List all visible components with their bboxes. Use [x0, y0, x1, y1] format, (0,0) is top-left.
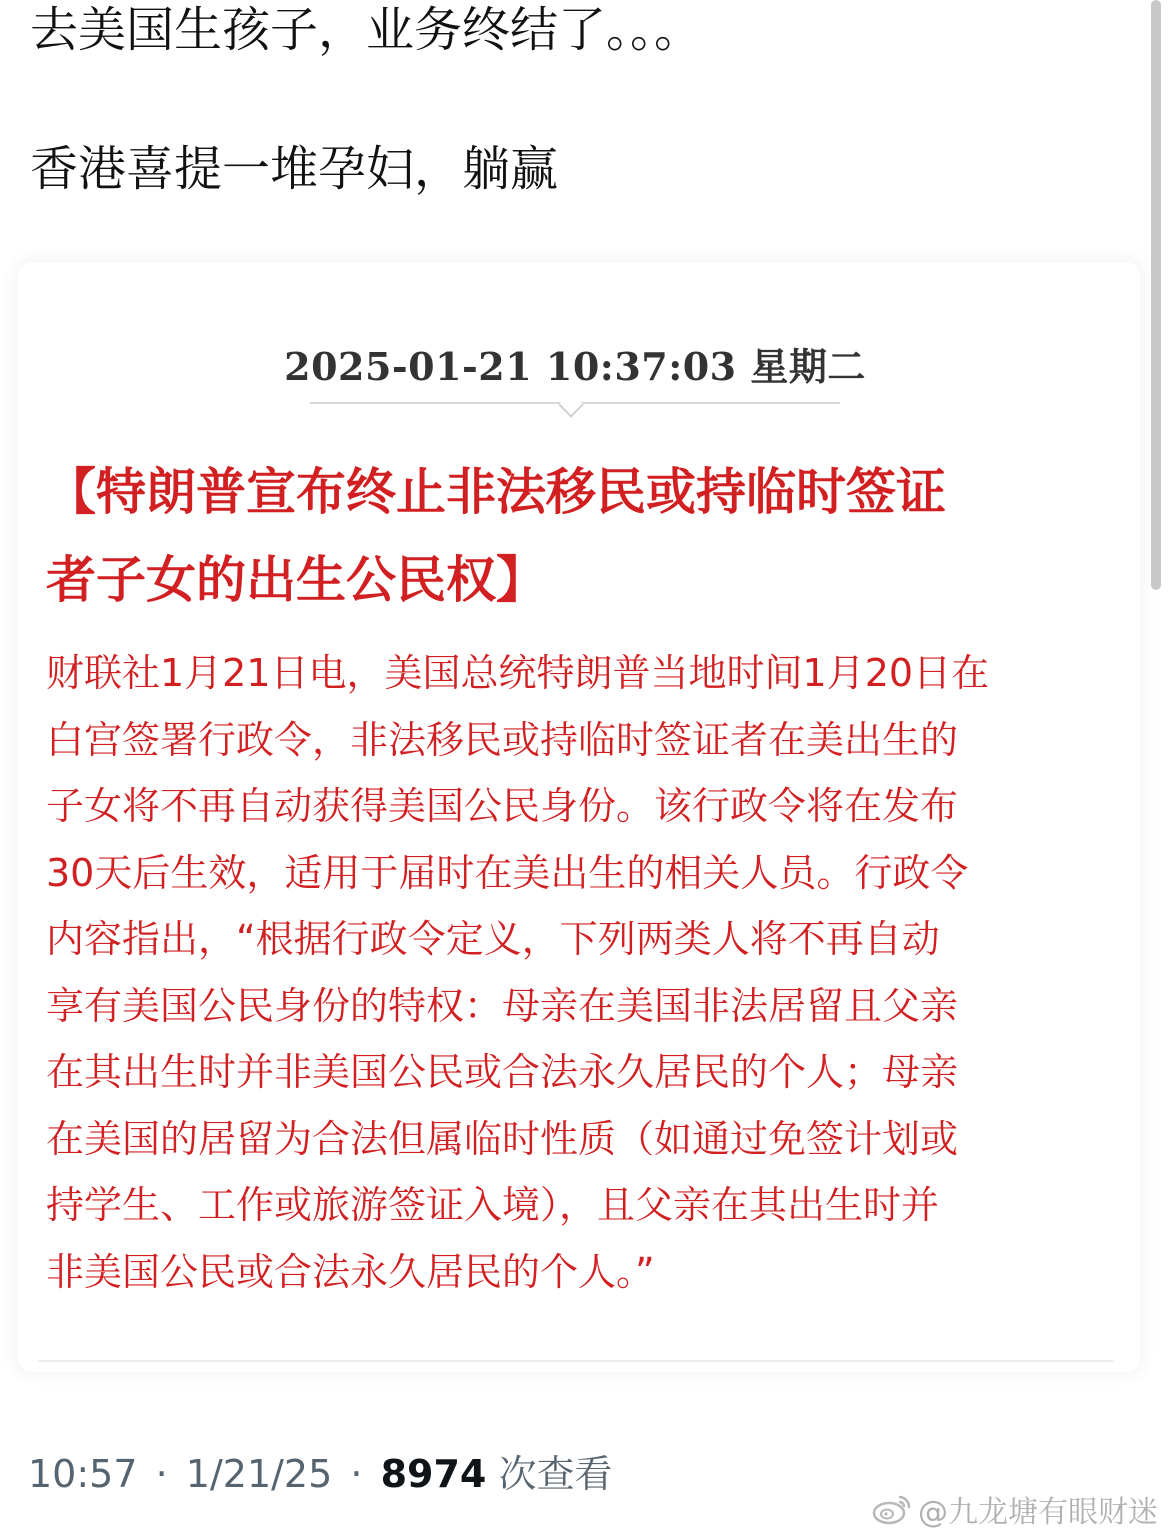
- body-line: 内容指出，“根据行政令定义，下列两类人将不再自动: [46, 917, 940, 961]
- body-line: 财联社1月21日电，美国总统特朗普当地时间1月20日在: [46, 651, 990, 695]
- post-date[interactable]: 1/21/25: [185, 1452, 333, 1496]
- weibo-icon: [872, 1493, 912, 1525]
- headline-line-2: 者子女的出生公民权】: [46, 550, 546, 609]
- body-line: 非美国公民或合法永久居民的个人。”: [46, 1249, 655, 1294]
- body-line: 30天后生效，适用于届时在美出生的相关人员。行政令: [46, 850, 969, 895]
- post-time[interactable]: 10:57: [28, 1452, 138, 1496]
- scrollbar[interactable]: [1151, 0, 1161, 590]
- body-line: 享有美国公民身份的特权：母亲在美国非法居留且父亲: [46, 983, 959, 1028]
- watermark: [872, 1487, 1158, 1531]
- headline-line-1: 【特朗普宣布终止非法移民或持临时签证: [46, 462, 946, 521]
- body-line: 子女将不再自动获得美国公民身份。该行政令将在发布: [46, 784, 959, 828]
- card-bottom-divider: [38, 1360, 1113, 1362]
- body-line: 在美国的居留为合法但属临时性质（如通过免签计划或: [46, 1116, 959, 1161]
- news-body: [46, 640, 1116, 1305]
- post-text-line-2: 香港喜提一堆孕妇，躺赢: [30, 141, 559, 197]
- meta-separator: ·: [155, 1452, 168, 1496]
- body-line: 在其出生时并非美国公民或合法永久居民的个人；母亲: [46, 1050, 959, 1094]
- post-meta: [28, 1450, 612, 1498]
- meta-separator: ·: [350, 1452, 363, 1496]
- body-line: 白宫签署行政令，非法移民或持临时签证者在美出生的: [46, 717, 959, 762]
- news-headline: [46, 448, 1106, 624]
- views-count[interactable]: 8974: [380, 1452, 487, 1496]
- body-line: 持学生、工作或旅游签证入境），且父亲在其出生时并: [46, 1183, 940, 1227]
- post-text-line-1: 去美国生孩子，业务终结了。。。: [30, 2, 703, 58]
- watermark-text: @九龙塘有眼财迷: [918, 1495, 1158, 1530]
- views-label: 次查看: [498, 1452, 613, 1496]
- news-timestamp: 2025-01-21 10:37:03 星期二: [284, 344, 866, 389]
